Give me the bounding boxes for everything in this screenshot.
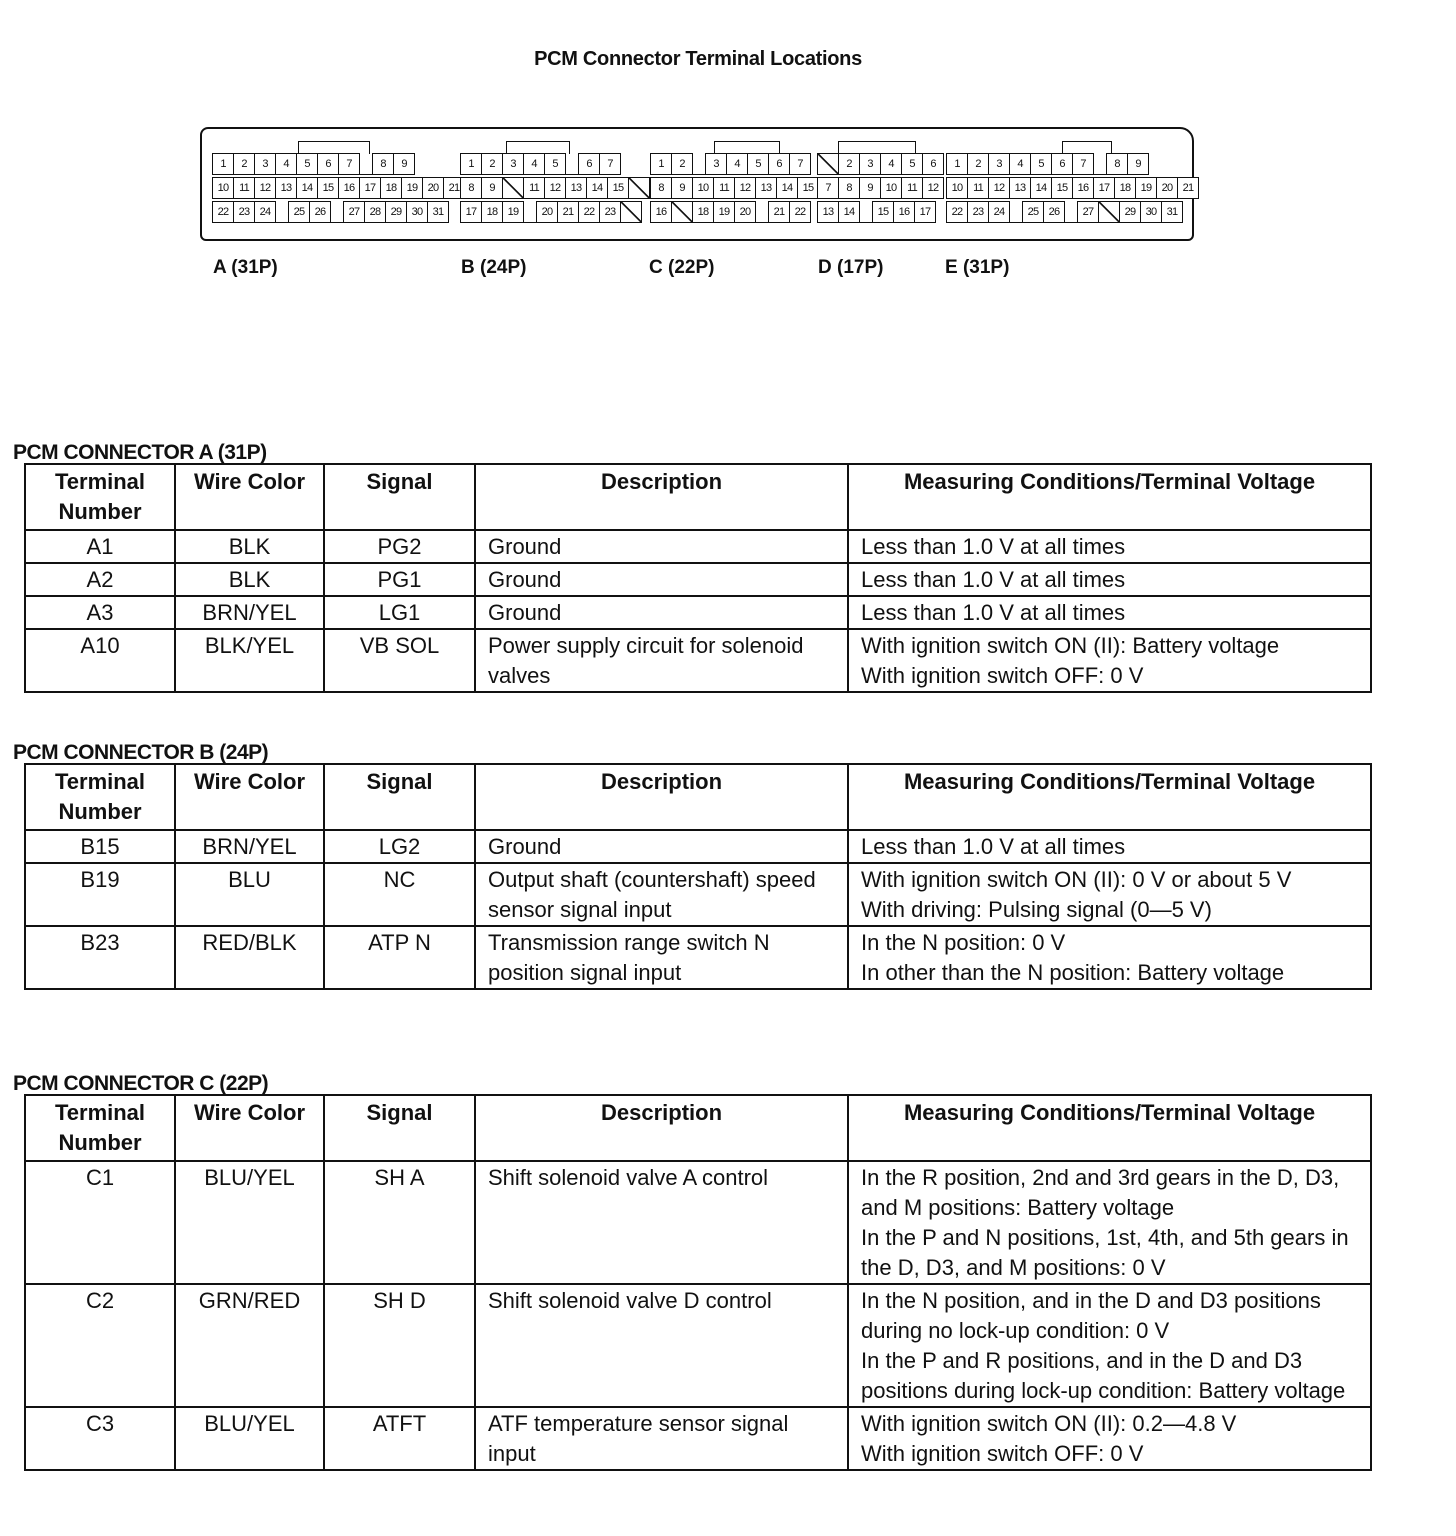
header-signal: Signal — [324, 1095, 475, 1161]
pin-gap — [330, 209, 344, 223]
header-wire-color: Wire Color — [175, 764, 324, 830]
connector-a-label: A (31P) — [213, 257, 278, 278]
pin-row — [650, 177, 818, 201]
pin: 5 — [901, 153, 923, 175]
table-row — [25, 1161, 1371, 1284]
measuring-line: With ignition switch OFF: 0 V — [861, 663, 1144, 688]
pin: 28 — [364, 201, 386, 223]
header-wire-color: Wire Color — [175, 1095, 324, 1161]
pin: 9 — [671, 177, 693, 199]
pin-unused — [671, 201, 693, 223]
table-row — [25, 830, 1371, 863]
pin-unused — [817, 153, 839, 175]
measuring-line: In the N position, and in the D and D3 positions during no lock-up condition: 0 V — [861, 1288, 1321, 1343]
cell-wire-color: BLU — [175, 863, 324, 926]
pin: 19 — [401, 177, 423, 199]
cell-signal: LG2 — [324, 830, 475, 863]
cell-terminal: A10 — [25, 629, 175, 692]
pin: 10 — [880, 177, 902, 199]
measuring-line: With ignition switch OFF: 0 V — [861, 1441, 1144, 1466]
pin: 11 — [967, 177, 989, 199]
pin-row — [460, 177, 649, 201]
pin: 7 — [1072, 153, 1094, 175]
pin: 31 — [427, 201, 449, 223]
pin-row — [817, 153, 943, 177]
pin-row — [212, 153, 464, 177]
cell-description: Shift solenoid valve A control — [475, 1161, 848, 1284]
pin-gap — [523, 209, 537, 223]
pin-row — [650, 201, 818, 225]
cell-wire-color: BRN/YEL — [175, 830, 324, 863]
pin: 13 — [275, 177, 297, 199]
section-title-b: PCM CONNECTOR B (24P) — [13, 741, 269, 764]
cell-signal: SH A — [324, 1161, 475, 1284]
connector-d-label: D (17P) — [818, 257, 884, 278]
pin: 19 — [1135, 177, 1157, 199]
measuring-line: In the P and N positions, 1st, 4th, and 5th gears in the D, D3, and M positions: 0 V — [861, 1225, 1349, 1280]
cell-terminal: C1 — [25, 1161, 175, 1284]
cell-measuring — [848, 863, 1371, 926]
header-signal: Signal — [324, 764, 475, 830]
pin: 6 — [317, 153, 339, 175]
pin: 14 — [776, 177, 798, 199]
cell-terminal: C3 — [25, 1407, 175, 1470]
pin: 16 — [1072, 177, 1094, 199]
pin: 4 — [726, 153, 748, 175]
connector-b-table — [24, 763, 1372, 990]
connector-b-pins — [460, 153, 649, 225]
cell-terminal: C2 — [25, 1284, 175, 1407]
pin: 22 — [578, 201, 600, 223]
pin-row — [460, 153, 649, 177]
cell-measuring — [848, 629, 1371, 692]
pin: 7 — [599, 153, 621, 175]
cell-wire-color: GRN/RED — [175, 1284, 324, 1407]
pin: 9 — [1127, 153, 1149, 175]
measuring-line: With ignition switch ON (II): 0 V or about 5 V — [861, 867, 1292, 892]
pin: 7 — [789, 153, 811, 175]
cell-description: Power supply circuit for solenoid valves — [475, 629, 848, 692]
table-row — [25, 1407, 1371, 1470]
cell-wire-color: BLK/YEL — [175, 629, 324, 692]
measuring-line: In the P and R positions, and in the D and D3 positions during lock-up condition: Battery voltage — [861, 1348, 1346, 1403]
pin: 17 — [359, 177, 381, 199]
pin: 23 — [233, 201, 255, 223]
cell-measuring — [848, 1284, 1371, 1407]
pin-unused — [620, 201, 642, 223]
pin: 12 — [988, 177, 1010, 199]
pin: 17 — [1093, 177, 1115, 199]
connector-a-pins — [212, 153, 464, 225]
pin: 6 — [578, 153, 600, 175]
cell-measuring — [848, 596, 1371, 629]
cell-measuring — [848, 530, 1371, 563]
cell-measuring — [848, 926, 1371, 989]
header-measuring: Measuring Conditions/Terminal Voltage — [848, 764, 1371, 830]
pin: 21 — [557, 201, 579, 223]
page-title: PCM Connector Terminal Locations — [534, 48, 862, 70]
pin: 24 — [254, 201, 276, 223]
measuring-line: Less than 1.0 V at all times — [861, 600, 1126, 625]
pin-unused — [628, 177, 650, 199]
pin: 4 — [1009, 153, 1031, 175]
measuring-line: With driving: Pulsing signal (0—5 V) — [861, 897, 1212, 922]
cell-measuring — [848, 830, 1371, 863]
pin: 20 — [536, 201, 558, 223]
pin: 16 — [650, 201, 672, 223]
cell-description: Shift solenoid valve D control — [475, 1284, 848, 1407]
pin: 25 — [288, 201, 310, 223]
table-header-row — [25, 464, 1371, 530]
pin: 21 — [1177, 177, 1199, 199]
pin: 18 — [380, 177, 402, 199]
pin: 3 — [859, 153, 881, 175]
measuring-line: In the N position: 0 V — [861, 930, 1066, 955]
pin: 18 — [481, 201, 503, 223]
pin: 25 — [1022, 201, 1044, 223]
pin: 31 — [1161, 201, 1183, 223]
pin: 8 — [460, 177, 482, 199]
pin: 3 — [254, 153, 276, 175]
cell-wire-color: BLK — [175, 563, 324, 596]
measuring-line: Less than 1.0 V at all times — [861, 834, 1126, 859]
pin: 27 — [1077, 201, 1099, 223]
cell-signal: LG1 — [324, 596, 475, 629]
pin: 4 — [523, 153, 545, 175]
cell-wire-color: RED/BLK — [175, 926, 324, 989]
pin-gap — [692, 161, 706, 175]
pin: 20 — [1156, 177, 1178, 199]
pin: 2 — [481, 153, 503, 175]
pin-row — [817, 177, 943, 201]
cell-signal: VB SOL — [324, 629, 475, 692]
header-description: Description — [475, 1095, 848, 1161]
pin: 5 — [296, 153, 318, 175]
pin: 23 — [599, 201, 621, 223]
header-wire-color: Wire Color — [175, 464, 324, 530]
pin: 12 — [254, 177, 276, 199]
pin-gap — [859, 209, 873, 223]
cell-signal: NC — [324, 863, 475, 926]
pin: 30 — [1140, 201, 1162, 223]
pin: 10 — [692, 177, 714, 199]
pin-gap — [359, 161, 373, 175]
pin: 5 — [747, 153, 769, 175]
pin: 9 — [859, 177, 881, 199]
header-terminal: Terminal Number — [25, 764, 175, 830]
table-row — [25, 1284, 1371, 1407]
header-description: Description — [475, 764, 848, 830]
pin: 5 — [1030, 153, 1052, 175]
pin: 2 — [233, 153, 255, 175]
pin-row — [460, 201, 649, 225]
measuring-line: Less than 1.0 V at all times — [861, 567, 1126, 592]
pin: 4 — [275, 153, 297, 175]
pin-row — [946, 153, 1198, 177]
cell-terminal: B15 — [25, 830, 175, 863]
pin: 29 — [385, 201, 407, 223]
connector-c-pins — [650, 153, 818, 225]
connector-e-pins — [946, 153, 1198, 225]
pin: 11 — [901, 177, 923, 199]
pin: 18 — [692, 201, 714, 223]
pin: 12 — [922, 177, 944, 199]
pin: 14 — [296, 177, 318, 199]
pin: 6 — [922, 153, 944, 175]
pin: 15 — [872, 201, 894, 223]
measuring-line: Less than 1.0 V at all times — [861, 534, 1126, 559]
pin: 7 — [338, 153, 360, 175]
pin: 14 — [1030, 177, 1052, 199]
pin: 15 — [607, 177, 629, 199]
pin: 13 — [817, 201, 839, 223]
connector-diagram — [200, 127, 1194, 241]
pin: 22 — [789, 201, 811, 223]
header-measuring: Measuring Conditions/Terminal Voltage — [848, 1095, 1371, 1161]
cell-description: Output shaft (countershaft) speed sensor signal input — [475, 863, 848, 926]
cell-signal: SH D — [324, 1284, 475, 1407]
pin-gap — [1093, 161, 1107, 175]
connector-d-pins — [817, 153, 943, 225]
pin: 2 — [967, 153, 989, 175]
pin: 27 — [343, 201, 365, 223]
pin-row — [946, 201, 1198, 225]
cell-terminal: A1 — [25, 530, 175, 563]
pin: 21 — [768, 201, 790, 223]
pin: 2 — [671, 153, 693, 175]
pin: 17 — [460, 201, 482, 223]
pin-gap — [275, 209, 289, 223]
cell-measuring — [848, 1407, 1371, 1470]
pin: 8 — [372, 153, 394, 175]
pin: 20 — [422, 177, 444, 199]
pin-row — [650, 153, 818, 177]
pin: 1 — [212, 153, 234, 175]
pin-unused — [1098, 201, 1120, 223]
pin: 10 — [212, 177, 234, 199]
pin: 16 — [893, 201, 915, 223]
table-row — [25, 596, 1371, 629]
pin: 3 — [502, 153, 524, 175]
cell-description: Ground — [475, 596, 848, 629]
pin: 1 — [650, 153, 672, 175]
pin-gap — [1009, 209, 1023, 223]
cell-wire-color: BLU/YEL — [175, 1161, 324, 1284]
cell-description: ATF temperature sensor signal input — [475, 1407, 848, 1470]
pin: 14 — [838, 201, 860, 223]
pin-unused — [502, 177, 524, 199]
pin: 15 — [317, 177, 339, 199]
header-description: Description — [475, 464, 848, 530]
pin: 2 — [838, 153, 860, 175]
cell-description: Transmission range switch N position signal input — [475, 926, 848, 989]
pin: 7 — [817, 177, 839, 199]
section-title-c: PCM CONNECTOR C (22P) — [13, 1072, 269, 1095]
cell-description: Ground — [475, 830, 848, 863]
pin: 13 — [1009, 177, 1031, 199]
pin-row — [946, 177, 1198, 201]
pin: 8 — [650, 177, 672, 199]
pin: 10 — [946, 177, 968, 199]
cell-wire-color: BLU/YEL — [175, 1407, 324, 1470]
header-measuring: Measuring Conditions/Terminal Voltage — [848, 464, 1371, 530]
pin-row — [212, 201, 464, 225]
header-signal: Signal — [324, 464, 475, 530]
pin: 5 — [544, 153, 566, 175]
pin-gap — [1064, 209, 1078, 223]
table-header-row — [25, 764, 1371, 830]
pin: 15 — [797, 177, 819, 199]
pin-row — [817, 201, 943, 225]
pin: 6 — [1051, 153, 1073, 175]
pin: 1 — [460, 153, 482, 175]
pin: 26 — [309, 201, 331, 223]
pin: 29 — [1119, 201, 1141, 223]
table-row — [25, 530, 1371, 563]
cell-measuring — [848, 563, 1371, 596]
header-terminal: Terminal Number — [25, 464, 175, 530]
pin: 24 — [988, 201, 1010, 223]
cell-terminal: B19 — [25, 863, 175, 926]
pin: 23 — [967, 201, 989, 223]
pin: 17 — [914, 201, 936, 223]
cell-terminal: B23 — [25, 926, 175, 989]
pin: 8 — [838, 177, 860, 199]
pin: 3 — [705, 153, 727, 175]
pin: 14 — [586, 177, 608, 199]
pin: 30 — [406, 201, 428, 223]
connector-b-label: B (24P) — [461, 257, 527, 278]
table-row — [25, 926, 1371, 989]
measuring-line: With ignition switch ON (II): 0.2—4.8 V — [861, 1411, 1237, 1436]
measuring-line: In the R position, 2nd and 3rd gears in the D, D3, and M positions: Battery voltage — [861, 1165, 1340, 1220]
pin: 15 — [1051, 177, 1073, 199]
table-row — [25, 563, 1371, 596]
pin-gap — [565, 161, 579, 175]
cell-wire-color: BLK — [175, 530, 324, 563]
pin: 1 — [946, 153, 968, 175]
cell-description: Ground — [475, 563, 848, 596]
cell-terminal: A2 — [25, 563, 175, 596]
pin: 4 — [880, 153, 902, 175]
connector-c-label: C (22P) — [649, 257, 715, 278]
section-title-a: PCM CONNECTOR A (31P) — [13, 441, 267, 464]
pin: 9 — [481, 177, 503, 199]
pin-gap — [755, 209, 769, 223]
pin: 13 — [565, 177, 587, 199]
measuring-line: With ignition switch ON (II): Battery voltage — [861, 633, 1280, 658]
cell-signal: PG2 — [324, 530, 475, 563]
table-row — [25, 629, 1371, 692]
table-row — [25, 863, 1371, 926]
pin: 8 — [1106, 153, 1128, 175]
connector-c-table — [24, 1094, 1372, 1471]
connector-e-label: E (31P) — [945, 257, 1010, 278]
pin: 16 — [338, 177, 360, 199]
cell-signal: ATP N — [324, 926, 475, 989]
pin: 18 — [1114, 177, 1136, 199]
pin: 19 — [713, 201, 735, 223]
pin: 21 — [443, 177, 465, 199]
pin: 22 — [212, 201, 234, 223]
cell-wire-color: BRN/YEL — [175, 596, 324, 629]
pin: 20 — [734, 201, 756, 223]
pin: 11 — [233, 177, 255, 199]
table-header-row — [25, 1095, 1371, 1161]
pin: 12 — [734, 177, 756, 199]
cell-description: Ground — [475, 530, 848, 563]
pin: 11 — [523, 177, 545, 199]
connector-a-table — [24, 463, 1372, 693]
header-terminal: Terminal Number — [25, 1095, 175, 1161]
pin: 9 — [393, 153, 415, 175]
pin: 26 — [1043, 201, 1065, 223]
cell-terminal: A3 — [25, 596, 175, 629]
pin: 3 — [988, 153, 1010, 175]
cell-signal: ATFT — [324, 1407, 475, 1470]
pin: 12 — [544, 177, 566, 199]
pin: 6 — [768, 153, 790, 175]
pin: 19 — [502, 201, 524, 223]
pin-row — [212, 177, 464, 201]
pin: 13 — [755, 177, 777, 199]
pin: 22 — [946, 201, 968, 223]
cell-signal: PG1 — [324, 563, 475, 596]
cell-measuring — [848, 1161, 1371, 1284]
measuring-line: In other than the N position: Battery voltage — [861, 960, 1285, 985]
pin: 11 — [713, 177, 735, 199]
